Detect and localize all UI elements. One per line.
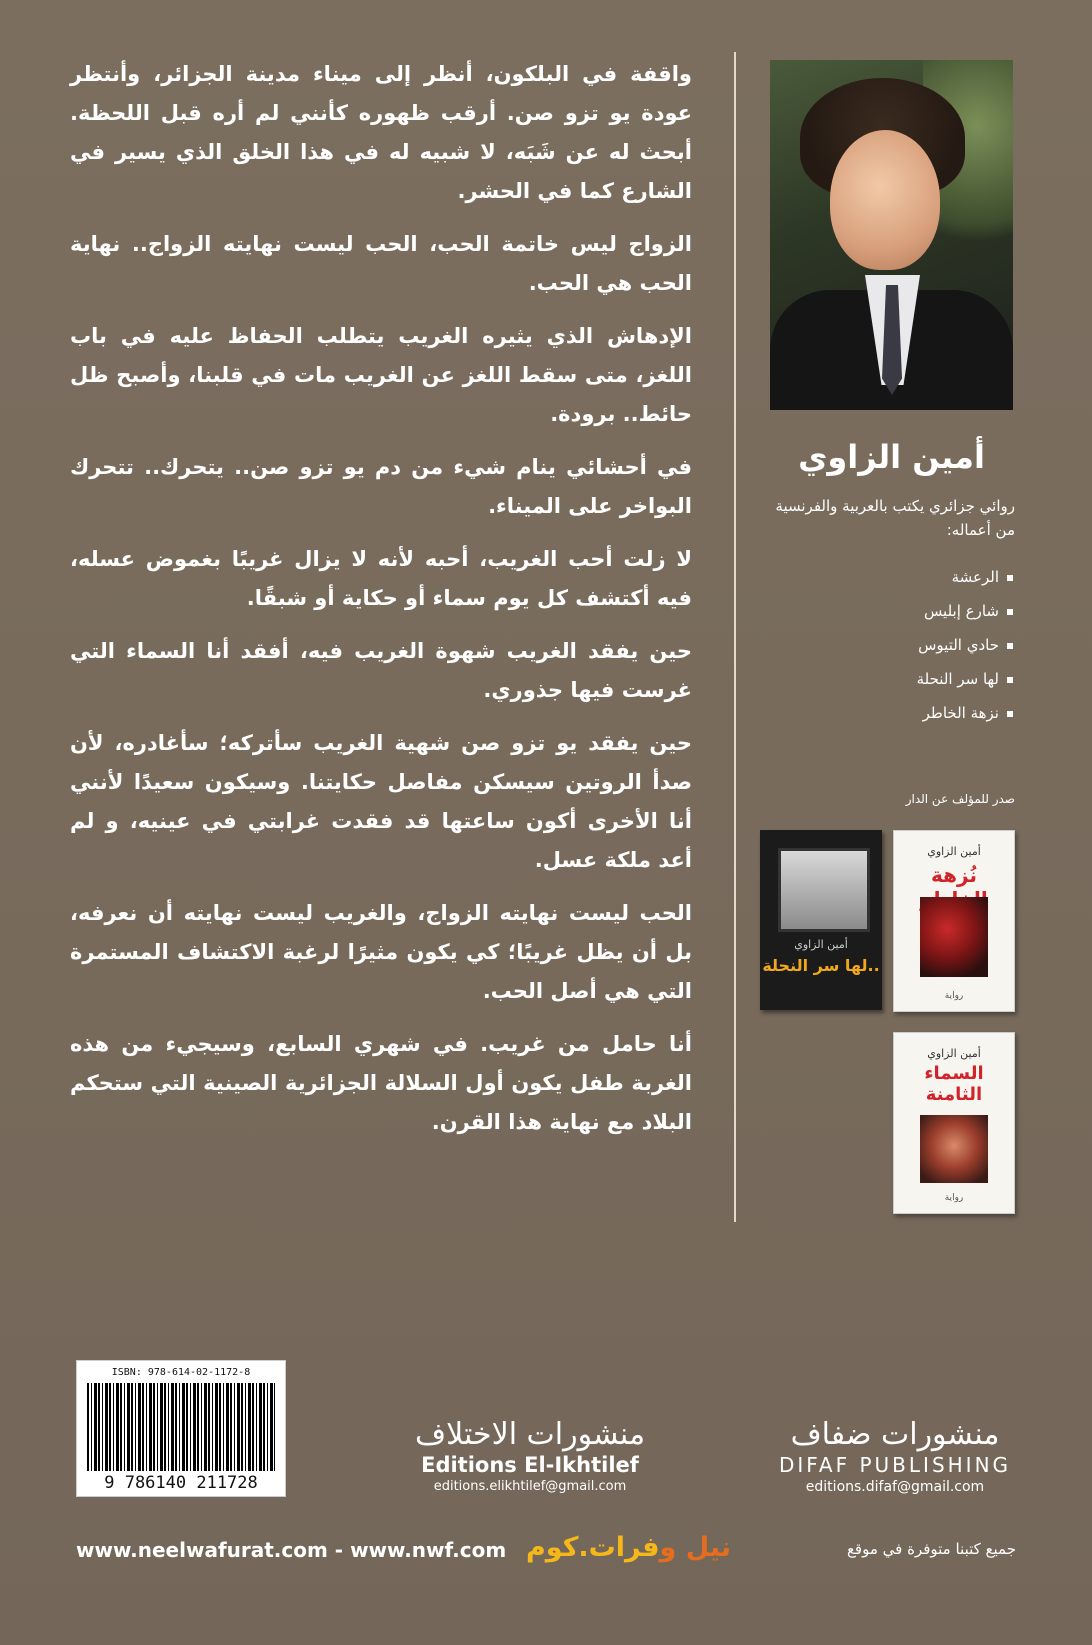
bullet-icon [1007,643,1013,649]
book-author: أمين الزاوي [927,1047,981,1060]
blurb-paragraph: أنا حامل من غريب. في شهري السابع، وسيجيء من هذه الغربة طفل يكون أول السلالة الجزائرية الصينية التي ستحكم البلاد مع نهاية هذا القرن. [70,1032,692,1134]
publisher-name-arabic: منشورات الاختلاف [414,1417,646,1452]
book-title: نُزهة [931,863,977,887]
blurb-paragraph: في أحشائي ينام شيء من دم يو تزو صن.. يتحرك.. تتحرك البواخر على الميناء. [70,455,692,518]
book-author: أمين الزاوي [794,938,848,951]
works-item: نزهة الخاطر [770,696,1013,730]
bullet-icon [1007,575,1013,581]
publisher-ikhtilef [410,1418,650,1496]
publisher-name-latin: Editions El-Ikhtilef [421,1453,639,1477]
column-divider [734,52,736,1222]
book-title: السماء الثامنة [924,1063,984,1105]
publisher-email: editions.difaf@gmail.com [805,1479,985,1495]
book-footer: رواية [944,991,964,1001]
bullet-icon [1007,609,1013,615]
author-name: أمين الزاوي [798,438,985,476]
blurb-paragraph: واقفة في البلكون، أنظر إلى ميناء مدينة الجزائر، وأنتظر عودة يو تزو صن. أرقب ظهوره كأنني لم أره قبل اللحظة. أبحث له عن شَبَه، لا شبيه له في هذا الخلق الذي يسير في الشارع كما في الحشر. [70,62,692,203]
barcode-digits: 9 786140 211728 [104,1473,258,1493]
website-urls: www.neelwafurat.com - www.nwf.com [76,1538,507,1562]
book-cover-nuzhat-alkhatir [893,830,1015,1012]
author-photo [770,60,1013,410]
availability-note: جميع كتبنا متوفرة في موقع [846,1540,1016,1558]
blurb-paragraph: الزواج ليس خاتمة الحب، الحب ليست نهايته الزواج.. نهاية الحب هي الحب. [70,232,692,295]
blurb-paragraph: لا زلت أحب الغريب، أحبه لأنه لا يزال غريبًا بغموض عسله، فيه أكتشف كل يوم سماء أو حكاية أو شبقًا. [70,547,692,610]
publisher-name-arabic: منشورات ضفاف [790,1417,1000,1452]
back-cover-blurb [70,55,692,1156]
barcode-bars [87,1383,275,1471]
works-item: حادي التيوس [770,628,1013,662]
blurb-paragraph: الحب ليست نهايته الزواج، والغريب ليست نهايته أن نعرفه، بل أن يظل غريبًا؛ كي يكون مثيرًا لرغبة الاكتشاف المستمرة التي هي أصل الحب. [70,901,692,1003]
isbn-barcode [76,1360,286,1497]
bullet-icon [1007,711,1013,717]
book-footer: رواية [944,1193,964,1203]
published-by-note: صدر للمؤلف عن الدار [905,792,1015,806]
blurb-paragraph: حين يفقد الغريب شهوة الغريب فيه، أفقد أنا السماء التي غرست فيها جذوري. [70,639,692,702]
book-cover-alsamaa-althamina [893,1032,1015,1214]
book-title: ..لها سر النحلة [762,956,880,975]
blurb-paragraph: الإدهاش الذي يثيره الغريب يتطلب الحفاظ عليه في باب اللغز، متى سقط اللغز عن الغريب مات في قلبنا، وأصبح ظل حائط.. برودة. [70,324,692,426]
footer-bar [76,1532,1016,1572]
window-image [778,848,870,932]
works-item: لها سر النحلة [770,662,1013,696]
works-list [770,560,1013,730]
author-bio: روائي جزائري يكتب بالعربية والفرنسية من أعماله: [775,497,1015,539]
book-artwork [920,1115,988,1183]
bullet-icon [1007,677,1013,683]
book-cover-lahas-sir-alnahla [760,830,882,1010]
book-author: أمين الزاوي [927,845,981,858]
blurb-paragraph: حين يفقد يو تزو صن شهية الغريب سأتركه؛ سأغادره، لأن صدأ الروتين سيسكن مفاصل حكايتنا. وسيكون سعيدًا لأنني أنا الأخرى أكون ساعتها قد فقدت غرابتي في عينيه، و لم أعد ملكة عسل. [70,731,692,872]
works-item: شارع إبليس [770,594,1013,628]
publisher-name-latin: DIFAF PUBLISHING [778,1453,1012,1477]
publisher-email: editions.elikhtilef@gmail.com [433,1479,627,1494]
works-item: الرعشة [770,560,1013,594]
publisher-difaf [770,1418,1020,1496]
isbn-text: ISBN: 978-614-02-1172-8 [111,1367,251,1378]
book-artwork [920,897,988,977]
neelwafurat-logo: نيل وفرات.كوم [526,1532,731,1563]
